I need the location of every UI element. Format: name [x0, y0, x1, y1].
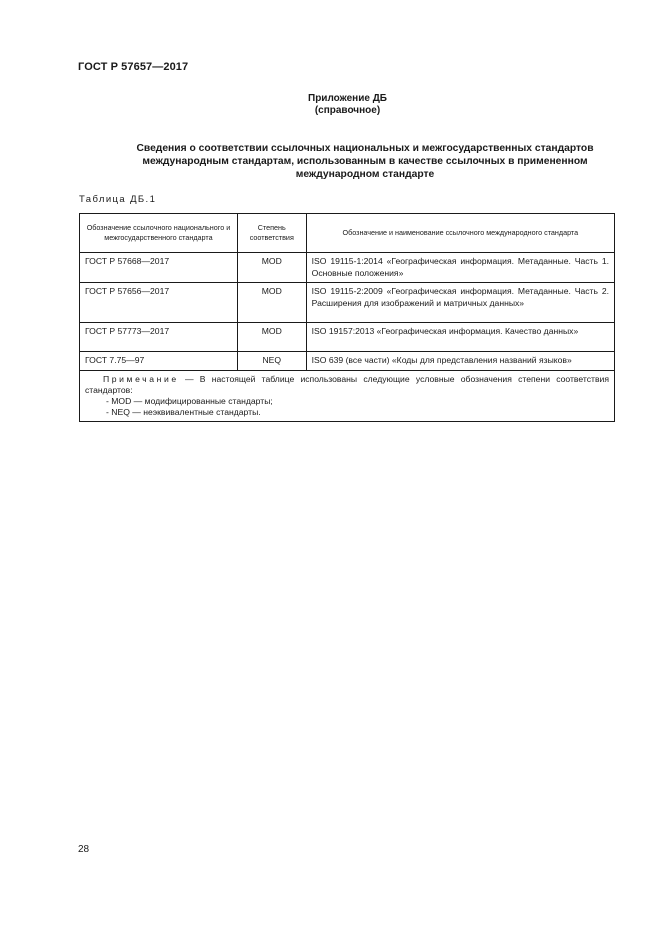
cell-national: ГОСТ Р 57668—2017: [80, 253, 238, 283]
column-header-national: Обозначение ссылочного национального и межгосударственного стандарта: [80, 214, 238, 253]
note-lead: [85, 374, 609, 396]
note-item: - NEQ — неэквивалентные стандарты.: [106, 406, 261, 417]
annex-subtitle: (справочное): [314, 105, 381, 116]
note-item: - MOD — модифицированные стандарты;: [106, 395, 273, 406]
section-title-line: международным стандартам, использованным в качестве ссылочных в примененном: [142, 156, 588, 167]
column-header-international: Обозначение и наименование ссылочного международного стандарта: [306, 214, 614, 253]
cell-national: ГОСТ Р 57773—2017: [80, 323, 238, 352]
column-header-degree: Степень соответствия: [237, 214, 306, 253]
cell-international: ISO 19115-1:2014 «Географическая информация. Метаданные. Часть 1. Основные положения»: [306, 253, 614, 283]
section-title: [100, 142, 630, 181]
table-row: [80, 283, 615, 323]
standard-code: ГОСТ Р 57657—2017: [78, 61, 189, 73]
standards-table: [79, 213, 615, 422]
table-header-row: [80, 214, 615, 253]
table-row: [80, 352, 615, 371]
cell-degree: MOD: [237, 253, 306, 283]
page-number: 28: [78, 844, 90, 855]
cell-degree: MOD: [237, 283, 306, 323]
cell-degree: MOD: [237, 323, 306, 352]
table-label: Таблица ДБ.1: [79, 194, 157, 205]
table-note-row: [80, 370, 615, 421]
table-note: [80, 370, 615, 421]
annex-heading: [0, 93, 661, 117]
cell-degree: NEQ: [237, 352, 306, 371]
cell-national: ГОСТ 7.75—97: [80, 352, 238, 371]
cell-international: ISO 19115-2:2009 «Географическая информация. Метаданные. Часть 2. Расширения для изображений и матричных данных»: [306, 283, 614, 323]
note-label: Примечание: [103, 373, 179, 384]
table-row: [80, 323, 615, 352]
note-text: — В настоящей таблице использованы следующие условные обозначения степени соответствия стандартов:: [85, 373, 609, 395]
section-title-line: международном стандарте: [295, 169, 435, 180]
cell-international: ISO 19157:2013 «Географическая информация. Качество данных»: [306, 323, 614, 352]
cell-national: ГОСТ Р 57656—2017: [80, 283, 238, 323]
table-row: [80, 253, 615, 283]
cell-international: ISO 639 (все части) «Коды для представления названий языков»: [306, 352, 614, 371]
section-title-line: Сведения о соответствии ссылочных национальных и межгосударственных стандартов: [136, 143, 594, 154]
annex-title: Приложение ДБ: [308, 93, 387, 104]
